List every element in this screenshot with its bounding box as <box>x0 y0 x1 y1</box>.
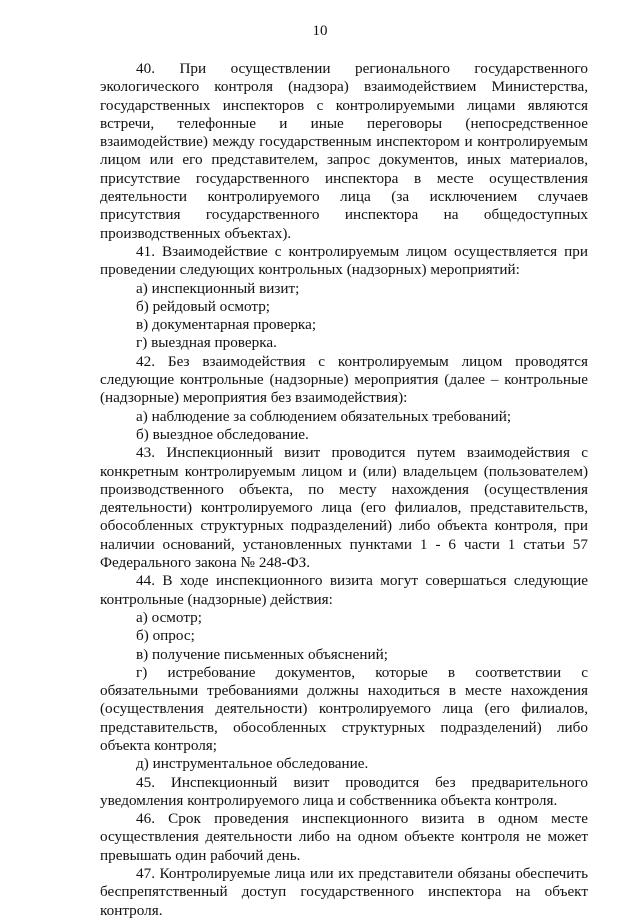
list-item: в) документарная проверка; <box>136 316 317 334</box>
document-body <box>100 60 588 920</box>
paragraph-44: 44. В ходе инспекционного визита могут совершаться следующие контрольные (надзорные) действия: <box>100 572 588 608</box>
page-number: 10 <box>312 23 328 39</box>
paragraph-45: 45. Инспекционный визит проводится без предварительного уведомления контролируемого лица и собственника объекта контроля. <box>100 773 588 809</box>
list-item: а) осмотр; <box>136 608 202 626</box>
list-item: в) получение письменных объяснений; <box>136 645 389 663</box>
paragraph-43: 43. Инспекционный визит проводится путем взаимодействия с конкретным контролируемым лицом и (или) владельцем (пользователем) производственного объекта, по месту нахождения (осуществления деятельности) контролируемого лица (его филиалов, представительств, обособленных структурных подразделений) либо объекта контроля, при наличии оснований, установленных пунктами 1 - 6 части 1 статьи 57 Федерального закона № 248-ФЗ. <box>100 444 588 572</box>
paragraph-41: 41. Взаимодействие с контролируемым лицом осуществляется при проведении следующих контрольных (надзорных) мероприятий: <box>100 242 588 279</box>
list-item: б) опрос; <box>136 627 195 645</box>
paragraph-42: 42. Без взаимодействия с контролируемым лицом проводятся следующие контрольные (надзорные) мероприятия (далее – контрольные (надзорные) мероприятия без взаимодействия): <box>100 352 588 407</box>
list-item: а) инспекционный визит; <box>136 279 300 297</box>
list-item: г) выездная проверка. <box>136 334 277 352</box>
list-item: д) инструментальное обследование. <box>136 755 369 773</box>
paragraph-40: 40. При осуществлении регионального государственного экологического контроля (надзора) взаимодействием Министерства, государственных инспекторов с контролируемыми лицами являются встречи, телефонные и иные переговоры (непосредственное взаимодействие) между государственным инспектором и контролируемым лицом или его представителем, запрос документов, иных материалов, присутствие государственного инспектора в месте осуществления деятельности контролируемого лица (за исключением случаев присутствия государственного инспектора на общедоступных производственных объектах). <box>100 60 588 242</box>
list-item: а) наблюдение за соблюдением обязательных требований; <box>136 407 512 425</box>
paragraph-47: 47. Контролируемые лица или их представители обязаны обеспечить беспрепятственный доступ государственного инспектора на объект контроля. <box>100 865 588 919</box>
list-item: б) выездное обследование. <box>136 425 309 443</box>
list-item: б) рейдовый осмотр; <box>136 297 271 315</box>
list-item: г) истребование документов, которые в соответствии с обязательными требованиями должны находиться в месте нахождения (осуществления деятельности) контролируемого лица (его филиалов, представительств, обособленных структурных подразделений) либо объекта контроля; <box>100 663 588 754</box>
paragraph-46: 46. Срок проведения инспекционного визита в одном месте осуществления деятельности либо на одном объекте контроля не может превышать один рабочий день. <box>100 810 588 864</box>
